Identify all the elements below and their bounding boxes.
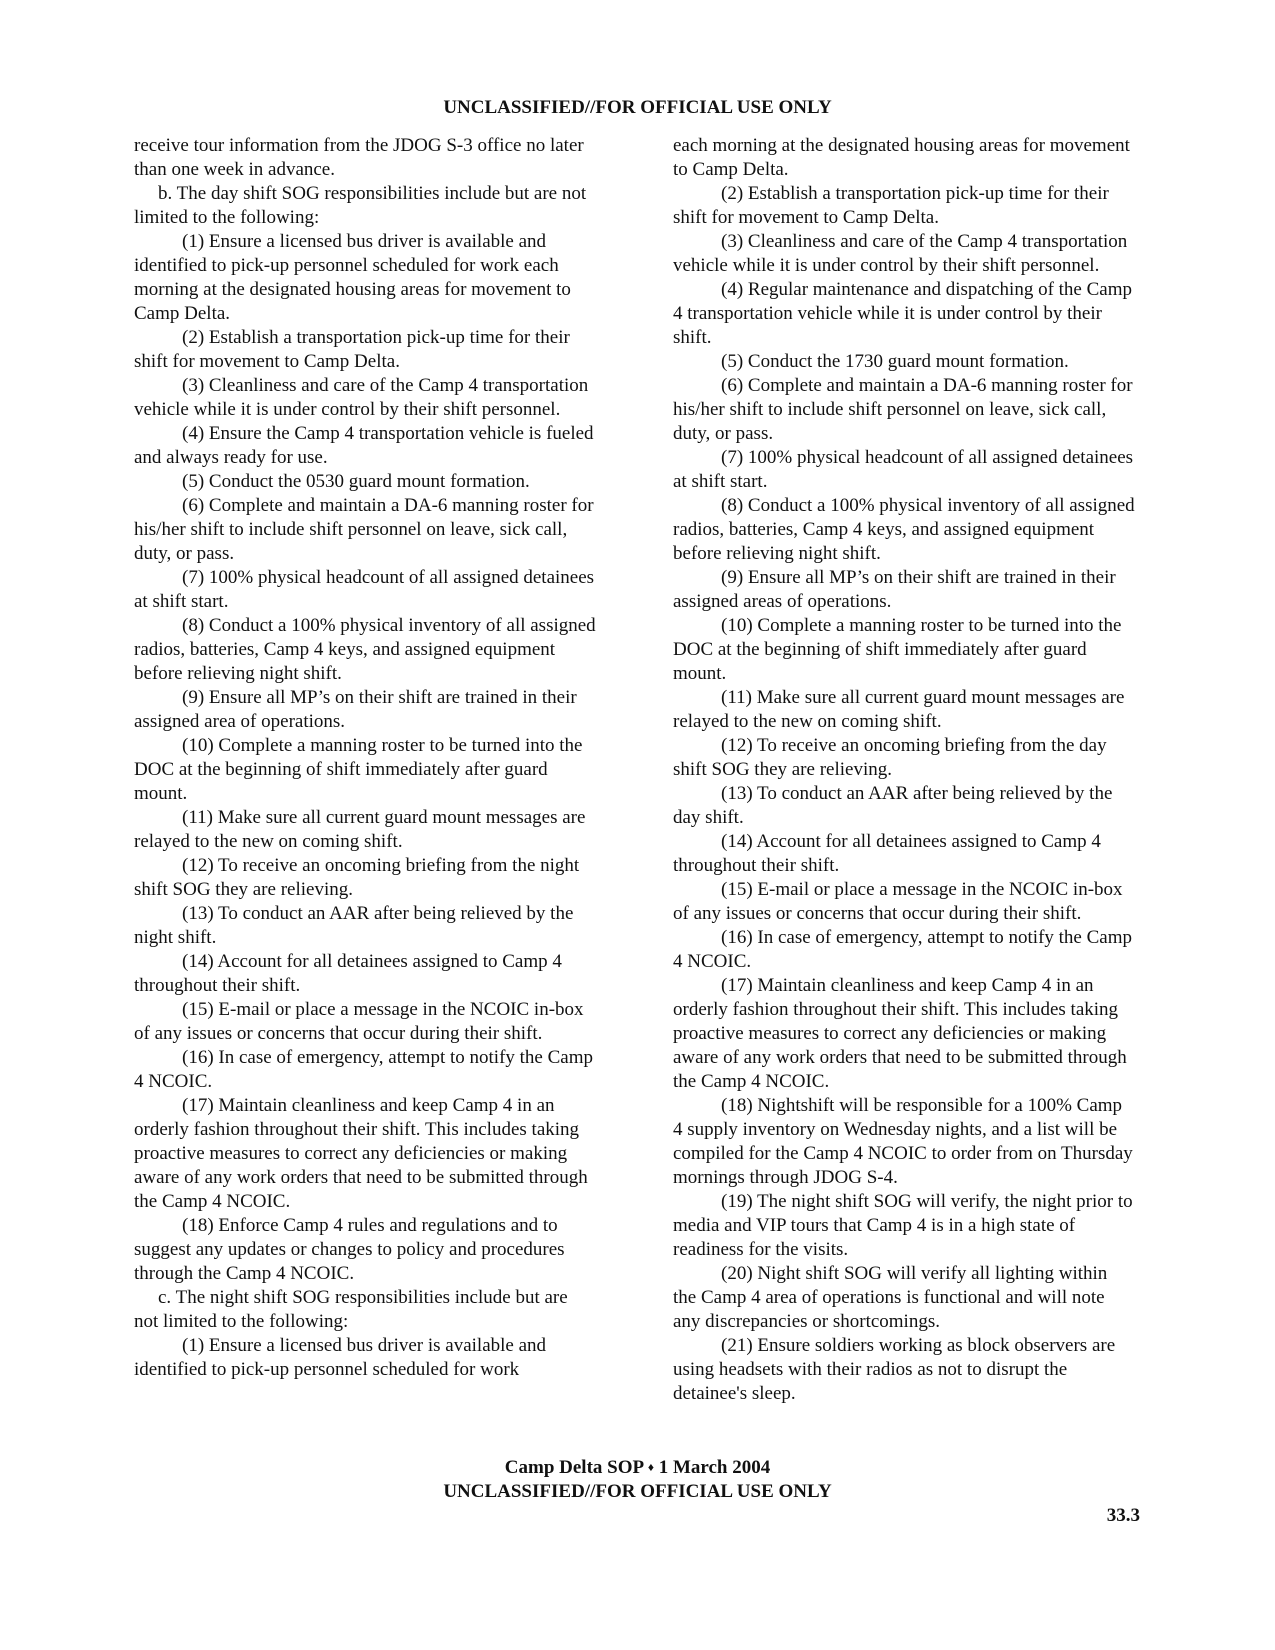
paragraph: (1) Ensure a licensed bus driver is available and identified to pick-up personnel scheduled for work	[134, 1335, 547, 1380]
paragraph: (16) In case of emergency, attempt to notify the Camp 4 NCOIC.	[134, 1047, 594, 1092]
paragraph: (21) Ensure soldiers working as block observers are using headsets with their radios as not to disrupt the detainee's sleep.	[673, 1335, 1116, 1404]
paragraph: (5) Conduct the 0530 guard mount formation.	[182, 471, 530, 492]
paragraph: (8) Conduct a 100% physical inventory of all assigned radios, batteries, Camp 4 keys, and assigned equipment before relieving night shift.	[134, 615, 596, 684]
paragraph: (17) Maintain cleanliness and keep Camp 4 in an orderly fashion throughout their shift. This includes taking proactive measures to correct any deficiencies or making aware of any work orders that need to be submitted through the Camp 4 NCOIC.	[673, 975, 1127, 1092]
paragraph: (4) Ensure the Camp 4 transportation vehicle is fueled and always ready for use.	[134, 423, 594, 468]
footer-date: 1 March 2004	[658, 1457, 771, 1478]
paragraph: (12) To receive an oncoming briefing from the night shift SOG they are relieving.	[134, 855, 580, 900]
paragraph: (18) Nightshift will be responsible for a 100% Camp 4 supply inventory on Wednesday nights, and a list will be compiled for the Camp 4 NCOIC to order from on Thursday mornings through JDOG S-4.	[673, 1095, 1133, 1188]
footer-title-line	[0, 1455, 1275, 1480]
page-header-classification: UNCLASSIFIED//FOR OFFICIAL USE ONLY	[443, 97, 832, 118]
footer-doc-title: Camp Delta SOP	[504, 1457, 644, 1478]
paragraph: (7) 100% physical headcount of all assigned detainees at shift start.	[134, 567, 595, 612]
diamond-separator-icon: ♦	[647, 1460, 654, 1474]
paragraph: b. The day shift SOG responsibilities include but are not limited to the following:	[134, 183, 587, 228]
paragraph: (9) Ensure all MP’s on their shift are trained in their assigned area of operations.	[134, 687, 577, 732]
paragraph: (12) To receive an oncoming briefing from the day shift SOG they are relieving.	[673, 735, 1107, 780]
paragraph: (15) E-mail or place a message in the NCOIC in-box of any issues or concerns that occur during their shift.	[134, 999, 584, 1044]
paragraph: (2) Establish a transportation pick-up time for their shift for movement to Camp Delta.	[673, 183, 1109, 228]
paragraph: (11) Make sure all current guard mount messages are relayed to the new on coming shift.	[673, 687, 1125, 732]
paragraph: (19) The night shift SOG will verify, the night prior to media and VIP tours that Camp 4 is in a high state of readiness for the visits.	[673, 1191, 1133, 1260]
paragraph: (6) Complete and maintain a DA-6 manning roster for his/her shift to include shift personnel on leave, sick call, duty, or pass.	[673, 375, 1133, 444]
right-text-column	[673, 134, 1135, 1406]
paragraph: (9) Ensure all MP’s on their shift are trained in their assigned areas of operations.	[673, 567, 1116, 612]
paragraph: receive tour information from the JDOG S-3 office no later than one week in advance.	[134, 135, 584, 180]
paragraph: (20) Night shift SOG will verify all lighting within the Camp 4 area of operations is functional and will note any discrepancies or shortcomings.	[673, 1263, 1108, 1332]
paragraph: (13) To conduct an AAR after being relieved by the night shift.	[134, 903, 574, 948]
paragraph: (4) Regular maintenance and dispatching of the Camp 4 transportation vehicle while it is under control by their shift.	[673, 279, 1133, 348]
paragraph: (13) To conduct an AAR after being relieved by the day shift.	[673, 783, 1113, 828]
page-footer	[0, 1455, 1275, 1504]
paragraph: c. The night shift SOG responsibilities include but are not limited to the following:	[134, 1287, 568, 1332]
paragraph: each morning at the designated housing areas for movement to Camp Delta.	[673, 135, 1130, 180]
paragraph: (16) In case of emergency, attempt to notify the Camp 4 NCOIC.	[673, 927, 1133, 972]
paragraph: (18) Enforce Camp 4 rules and regulations and to suggest any updates or changes to policy and procedures through the Camp 4 NCOIC.	[134, 1215, 565, 1284]
paragraph: (7) 100% physical headcount of all assigned detainees at shift start.	[673, 447, 1134, 492]
paragraph: (15) E-mail or place a message in the NCOIC in-box of any issues or concerns that occur during their shift.	[673, 879, 1123, 924]
paragraph: (11) Make sure all current guard mount messages are relayed to the new on coming shift.	[134, 807, 586, 852]
paragraph: (2) Establish a transportation pick-up time for their shift for movement to Camp Delta.	[134, 327, 570, 372]
paragraph: (10) Complete a manning roster to be turned into the DOC at the beginning of shift immediately after guard mount.	[673, 615, 1122, 684]
paragraph: (3) Cleanliness and care of the Camp 4 transportation vehicle while it is under control by their shift personnel.	[673, 231, 1128, 276]
paragraph: (1) Ensure a licensed bus driver is available and identified to pick-up personnel scheduled for work each morning at the designated housing areas for movement to Camp Delta.	[134, 231, 571, 324]
page-number: 33.3	[1106, 1505, 1140, 1526]
paragraph: (5) Conduct the 1730 guard mount formation.	[721, 351, 1069, 372]
footer-classification: UNCLASSIFIED//FOR OFFICIAL USE ONLY	[443, 1481, 832, 1502]
paragraph: (14) Account for all detainees assigned to Camp 4 throughout their shift.	[673, 831, 1101, 876]
paragraph: (17) Maintain cleanliness and keep Camp 4 in an orderly fashion throughout their shift. This includes taking proactive measures to correct any deficiencies or making aware of any work orders that need to be submitted through the Camp 4 NCOIC.	[134, 1095, 588, 1212]
left-text-column	[134, 134, 596, 1382]
paragraph: (14) Account for all detainees assigned to Camp 4 throughout their shift.	[134, 951, 562, 996]
paragraph: (3) Cleanliness and care of the Camp 4 transportation vehicle while it is under control by their shift personnel.	[134, 375, 589, 420]
paragraph: (6) Complete and maintain a DA-6 manning roster for his/her shift to include shift personnel on leave, sick call, duty, or pass.	[134, 495, 594, 564]
paragraph: (8) Conduct a 100% physical inventory of all assigned radios, batteries, Camp 4 keys, and assigned equipment before relieving night shift.	[673, 495, 1135, 564]
paragraph: (10) Complete a manning roster to be turned into the DOC at the beginning of shift immediately after guard mount.	[134, 735, 583, 804]
